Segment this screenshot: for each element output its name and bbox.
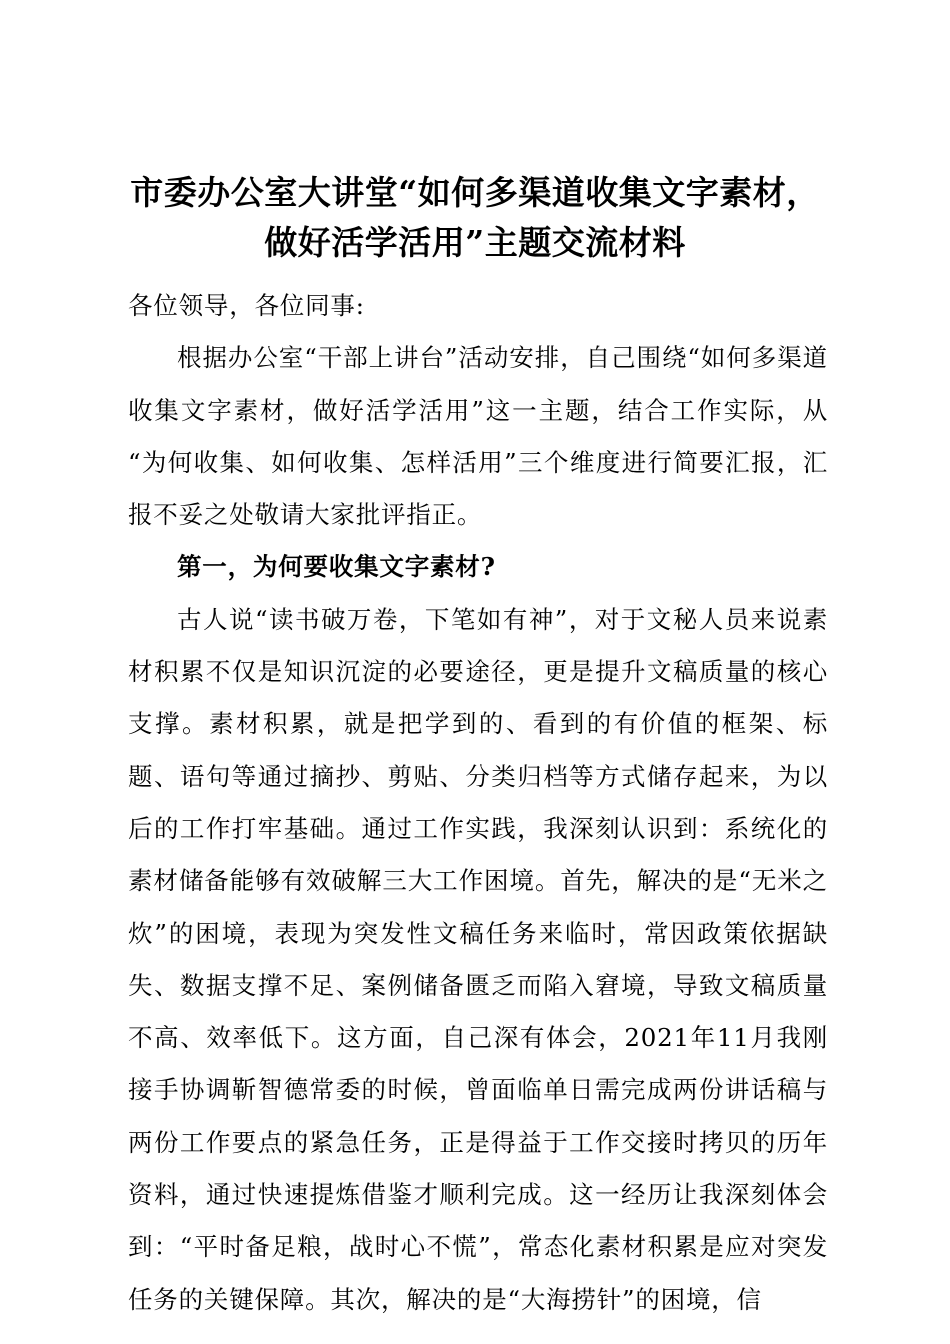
document-title: 市委办公室大讲堂“如何多渠道收集文字素材，做好活学活用”主题交流材料 xyxy=(130,173,820,262)
salutation: 各位领导，各位同事: xyxy=(128,291,365,320)
document-body xyxy=(128,280,828,1326)
intro-paragraph: 根据办公室“干部上讲台”活动安排，自己围绕“如何多渠道收集文字素材，做好活学活用”这一主题，结合工作实际，从 “为何收集、如何收集、怎样活用”三个维度进行简要汇报，汇报不妥之处敬请大家批评指正。 xyxy=(128,343,828,530)
section-heading-1: 第一，为何要收集文字素材? xyxy=(177,552,496,582)
section-paragraph-1: 古人说“读书破万卷，下笔如有神”，对于文秘人员来说素材积累不仅是知识沉淀的必要途径，更是提升文稿质量的核心支撑。素材积累，就是把学到的、看到的有价值的框架、标题、语句等通过摘抄、剪贴、分类归档等方式储存起来，为以后的工作打牢基础。通过工作实践，我深刻认识到：系统化的素材储备能够有效破解三大工作困境。首先，解决的是“无米之炊”的困境，表现为突发性文稿任务来临时，常因政策依据缺失、数据支撑不足、案例储备匮乏而陷入窘境，导致文稿质量不高、效率低下。这方面，自己深有体会，2021年11月我刚接手协调靳智德常委的时候，曾面临单日需完成两份讲话稿与两份工作要点的紧急任务，正是得益于工作交接时拷贝的历年资料，通过快速提炼借鉴才顺利完成。这一经历让我深刻体会到：“平时备足粮，战时心不慌”，常态化素材积累是应对突发任务的关键保障。其次，解决的是“大海捞针”的困境，信 xyxy=(128,604,828,1314)
